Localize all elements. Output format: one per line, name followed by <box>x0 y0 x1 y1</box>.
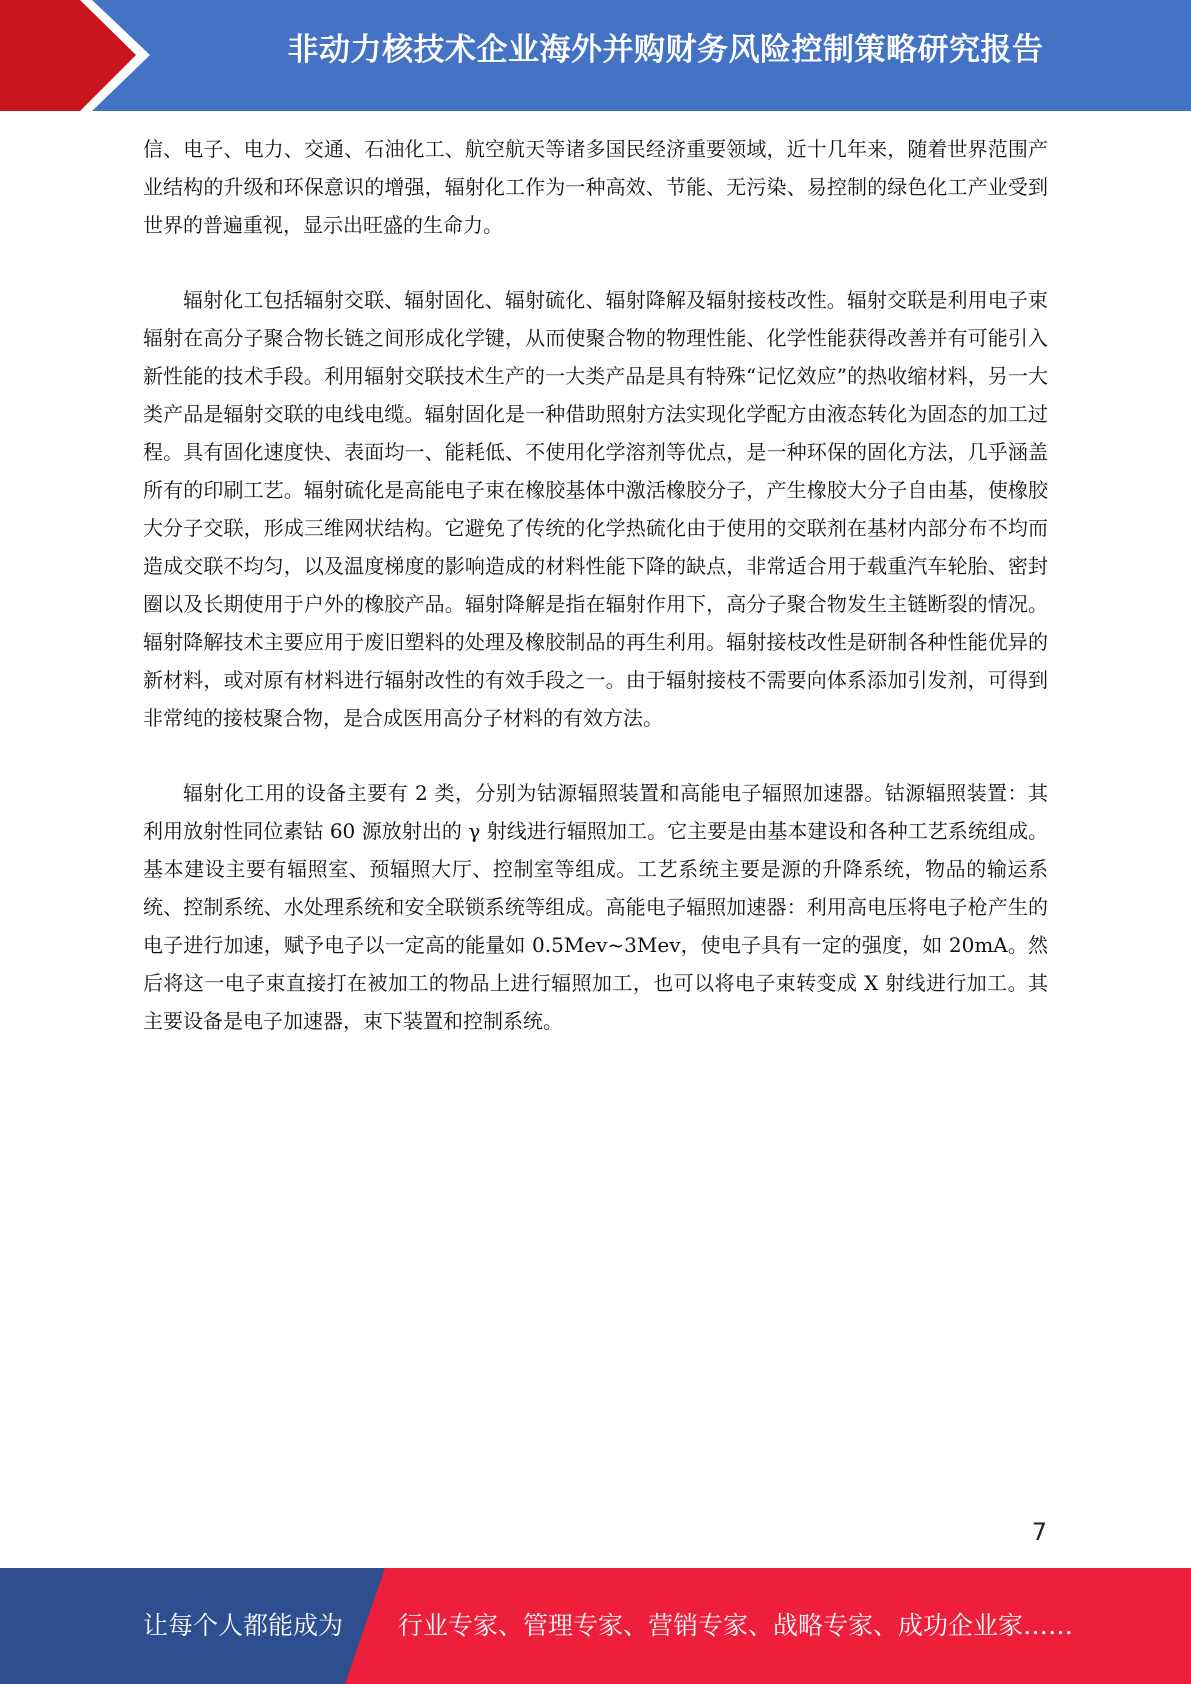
footer-slogan-right: 行业专家、管理专家、营销专家、战略专家、成功企业家…… <box>398 1611 1074 1640</box>
page-footer <box>0 1568 1191 1684</box>
page-header <box>0 0 1191 111</box>
footer-slogan-left: 让每个人都能成为 <box>143 1611 344 1640</box>
body-text <box>143 130 1048 1077</box>
paragraph-radiation-chemistry: 辐射化工包括辐射交联、辐射固化、辐射硫化、辐射降解及辐射接枝改性。辐射交联是利用电子束辐射在高分子聚合物长链之间形成化学键，从而使聚合物的物理性能、化学性能获得改善并有可能引入新性能的技术手段。利用辐射交联技术生产的一大类产品是具有特殊“记忆效应”的热收缩材料，另一大类产品是辐射交联的电线电缆。辐射固化是一种借助照射方法实现化学配方由液态转化为固态的加工过程。具有固化速度快、表面均一、能耗低、不使用化学溶剂等优点，是一种环保的固化方法，几乎涵盖所有的印刷工艺。辐射硫化是高能电子束在橡胶基体中激活橡胶分子，产生橡胶大分子自由基，使橡胶大分子交联，形成三维网状结构。它避免了传统的化学热硫化由于使用的交联剂在基材内部分布不均而造成交联不均匀，以及温度梯度的影响造成的材料性能下降的缺点，非常适合用于载重汽车轮胎、密封圈以及长期使用于户外的橡胶产品。辐射降解是指在辐射作用下，高分子聚合物发生主链断裂的情况。辐射降解技术主要应用于废旧塑料的处理及橡胶制品的再生利用。辐射接枝改性是研制各种性能优异的新材料，或对原有材料进行辐射改性的有效手段之一。由于辐射接枝不需要向体系添加引发剂，可得到非常纯的接枝聚合物，是合成医用高分子材料的有效方法。 <box>143 288 1048 730</box>
report-title: 非动力核技术企业海外并购财务风险控制策略研究报告 <box>287 32 1044 68</box>
paragraph-equipment: 辐射化工用的设备主要有 2 类，分别为钴源辐照装置和高能电子辐照加速器。钴源辐照装置：其利用放射性同位素钴 60 源放射出的 γ 射线进行辐照加工。它主要是由基本建设和各种工艺系统组成。基本建设主要有辐照室、预辐照大厅、控制室等组成。工艺系统主要是源的升降系统，物品的输运系统、控制系统、水处理系统和安全联锁系统等组成。高能电子辐照加速器：利用高电压将电子枪产生的电子进行加速，赋予电子以一定高的能量如 0.5Mev~3Mev，使电子具有一定的强度，如 20mA。然后将这一电子束直接打在被加工的物品上进行辐照加工，也可以将电子束转变成 X 射线进行加工。其主要设备是电子加速器，束下装置和控制系统。 <box>143 781 1048 1033</box>
header-chevron-red <box>0 0 136 111</box>
page-number: 7 <box>1031 1518 1047 1546</box>
paragraph-continuation: 信、电子、电力、交通、石油化工、航空航天等诸多国民经济重要领域，近十几年来，随着世界范围产业结构的升级和环保意识的增强，辐射化工作为一种高效、节能、无污染、易控制的绿色化工产业受到世界的普遍重视，显示出旺盛的生命力。 <box>143 137 1048 237</box>
